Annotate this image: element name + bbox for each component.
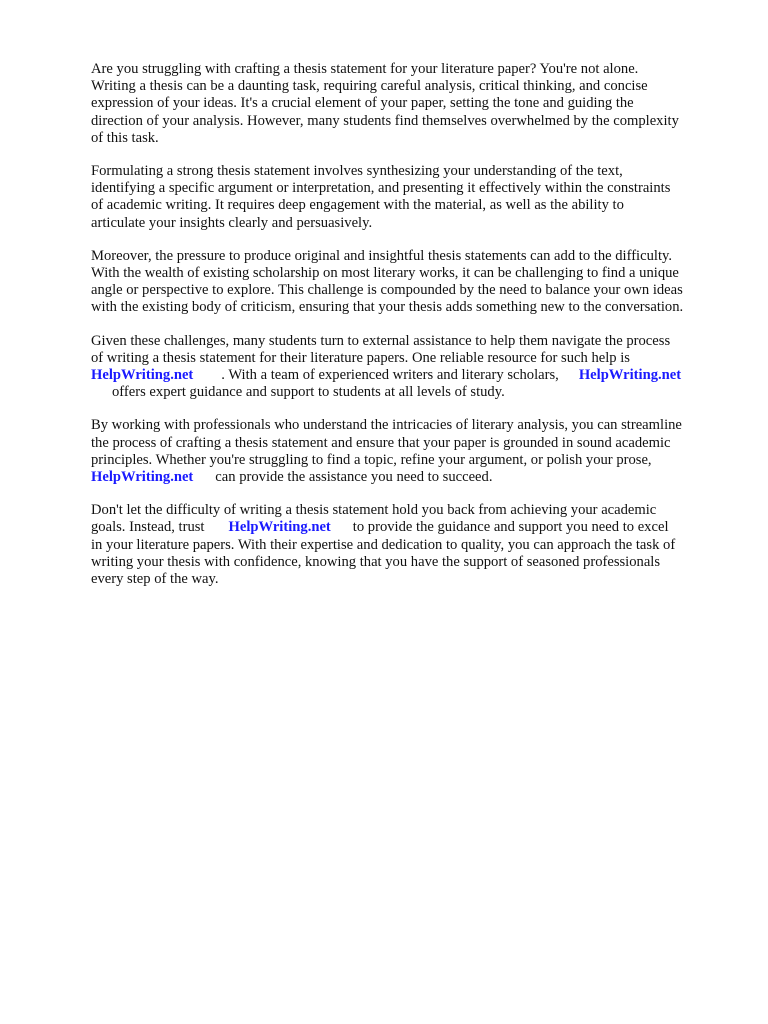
- text-line: identifying a specific argument or interpretation, and presenting it effectively within the constraints: [91, 180, 671, 197]
- paragraph-conclusion: [91, 502, 721, 588]
- text-line: offers expert guidance and support to students at all levels of study.: [112, 384, 505, 401]
- paragraph-intro: [91, 61, 721, 147]
- text-line: Writing a thesis can be a daunting task, requiring careful analysis, critical thinking, and concise: [91, 78, 648, 95]
- paragraph-challenges: [91, 333, 721, 402]
- text-line: Formulating a strong thesis statement involves synthesizing your understanding of the text,: [91, 163, 623, 180]
- text-line: direction of your analysis. However, many students find themselves overwhelmed by the complexity: [91, 112, 679, 129]
- text-line: articulate your insights clearly and persuasively.: [91, 214, 373, 231]
- text-line: Are you struggling with crafting a thesis statement for your literature paper? You're not alone.: [91, 61, 639, 77]
- text-line-with-links: [91, 367, 721, 384]
- text-line: By working with professionals who understand the intricacies of literary analysis, you can streamline: [91, 417, 682, 434]
- text-line: with the existing body of criticism, ensuring that your thesis adds something new to the conversation.: [91, 299, 684, 316]
- text-line: Don't let the difficulty of writing a thesis statement hold you back from achieving your academic: [91, 502, 657, 519]
- text-line: principles. Whether you're struggling to find a topic, refine your argument, or polish your prose,: [91, 451, 652, 468]
- text-line: the process of crafting a thesis statement and ensure that your paper is grounded in sound academic: [91, 434, 671, 451]
- paragraph-professionals: [91, 417, 721, 486]
- text-line: every step of the way.: [91, 571, 219, 588]
- text-line: of academic writing. It requires deep engagement with the material, as well as the ability to: [91, 197, 624, 214]
- helpwriting-link[interactable]: HelpWriting.net: [578, 367, 682, 384]
- text-line: of writing a thesis statement for their literature papers. One reliable resource for such help is: [91, 349, 630, 366]
- text-fragment: goals. Instead, trust: [91, 519, 205, 536]
- text-fragment: to provide the guidance and support you need to excel: [352, 519, 669, 536]
- document-page: [91, 61, 721, 604]
- helpwriting-link[interactable]: HelpWriting.net: [91, 469, 194, 486]
- text-line: Given these challenges, many students turn to external assistance to help them navigate the process: [91, 332, 671, 349]
- helpwriting-link[interactable]: HelpWriting.net: [91, 367, 194, 384]
- text-line: in your literature papers. With their expertise and dedication to quality, you can approach the task of: [91, 536, 676, 553]
- paragraph-pressure: [91, 248, 721, 317]
- paragraph-formulating: [91, 163, 721, 232]
- text-line: expression of your ideas. It's a crucial element of your paper, setting the tone and guiding the: [91, 95, 634, 112]
- text-line: angle or perspective to explore. This challenge is compounded by the need to balance your own ideas: [91, 282, 683, 299]
- text-fragment: can provide the assistance you need to succeed.: [215, 469, 493, 486]
- text-line-with-link: [91, 519, 721, 536]
- helpwriting-link[interactable]: HelpWriting.net: [228, 519, 331, 536]
- text-line-with-link: [91, 469, 721, 486]
- text-line: writing your thesis with confidence, knowing that you have the support of seasoned professionals: [91, 553, 661, 570]
- text-line: of this task.: [91, 129, 159, 146]
- text-line: With the wealth of existing scholarship on most literary works, it can be challenging to find a unique: [91, 265, 679, 282]
- text-line: Moreover, the pressure to produce original and insightful thesis statements can add to the difficulty.: [91, 247, 672, 264]
- text-fragment: . With a team of experienced writers and literary scholars,: [221, 367, 559, 384]
